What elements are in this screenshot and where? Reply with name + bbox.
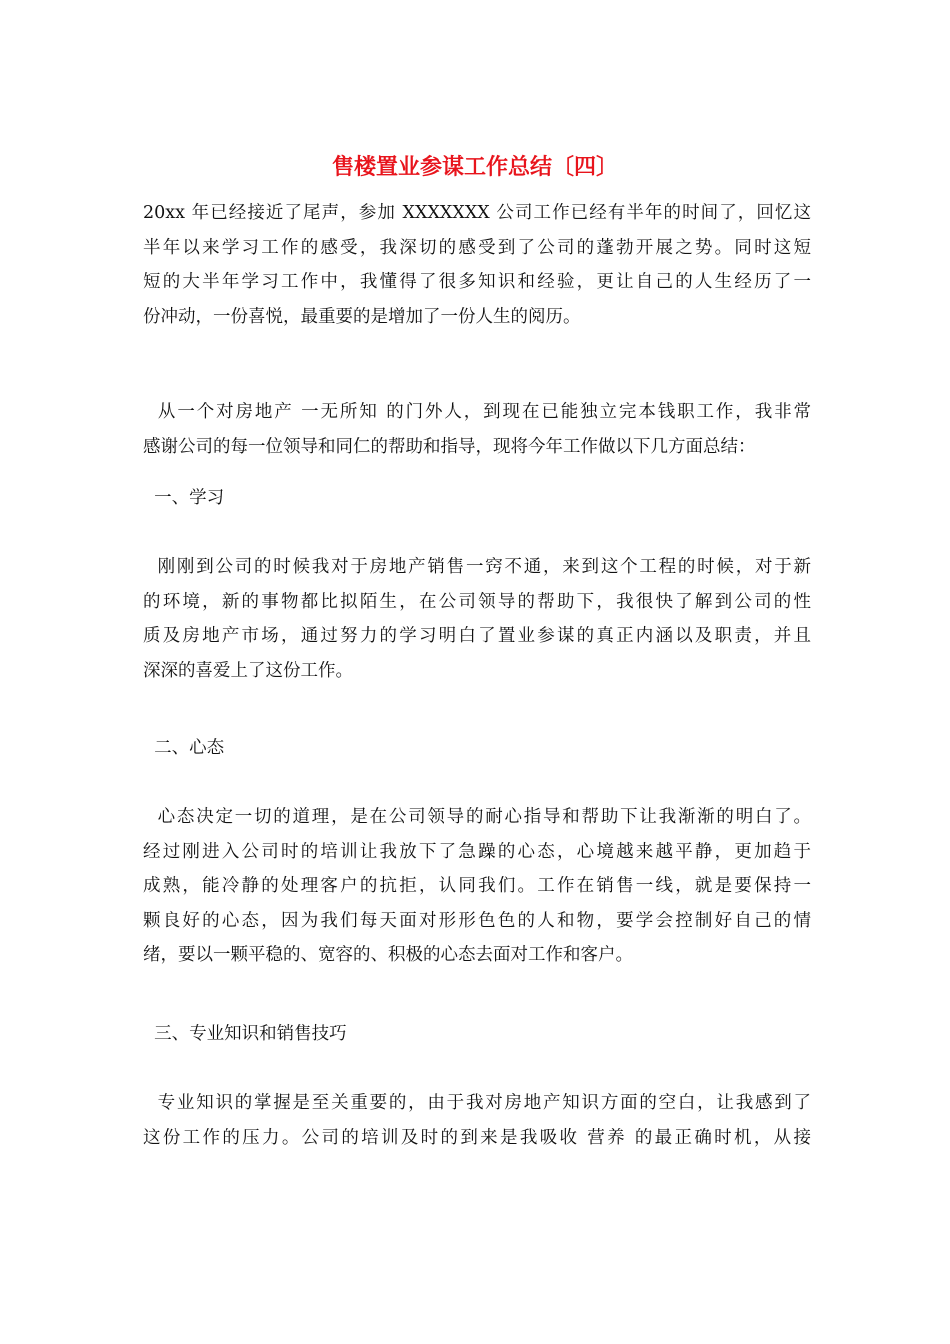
text-line: 心态决定一切的道理，是在公司领导的耐心指导和帮助下让我渐渐的明白了。 xyxy=(143,807,811,827)
heading-text: 二、心态 xyxy=(143,738,225,758)
section-heading-study xyxy=(143,481,811,516)
text-line: 颗良好的心态，因为我们每天面对形形色色的人和物，要学会控制好自己的情 xyxy=(143,910,811,931)
paragraph-intro xyxy=(143,196,811,334)
text-line: 从一个对房地产 一无所知 的门外人，到现在已能独立完本钱职工作，我非常 xyxy=(143,402,811,422)
section-heading-skills xyxy=(143,1017,811,1052)
text-line: 的环境，新的事物都比拟陌生，在公司领导的帮助下，我很快了解到公司的性 xyxy=(143,591,811,612)
text-line: 专业知识的掌握是至关重要的，由于我对房地产知识方面的空白，让我感到了 xyxy=(143,1093,811,1113)
text-line: 深深的喜爱上了这份工作。 xyxy=(143,660,353,681)
paragraph-study xyxy=(143,550,811,688)
text-line: 质及房地产市场，通过努力的学习明白了置业参谋的真正内涵以及职责，并且 xyxy=(143,626,811,646)
text-line: 短的大半年学习工作中，我懂得了很多知识和经验，更让自己的人生经历了一 xyxy=(143,272,811,292)
text-line: 成熟，能冷静的处理客户的抗拒，认同我们。工作在销售一线，就是要保持一 xyxy=(143,876,811,896)
text-line: 刚刚到公司的时候我对于房地产销售一窍不通，来到这个工程的时候，对于新 xyxy=(143,557,811,577)
text-line: 半年以来学习工作的感受，我深切的感受到了公司的蓬勃开展之势。同时这短 xyxy=(143,237,811,258)
text-line: 这份工作的压力。公司的培训及时的到来是我吸收 营养 的最正确时机，从接 xyxy=(143,1127,811,1148)
section-heading-mindset xyxy=(143,731,811,766)
heading-text: 三、专业知识和销售技巧 xyxy=(143,1024,347,1044)
text-line: 绪，要以一颗平稳的、宽容的、积极的心态去面对工作和客户。 xyxy=(143,945,633,965)
text-line: 份冲动，一份喜悦，最重要的是增加了一份人生的阅历。 xyxy=(143,306,581,327)
document-title: 售楼置业参谋工作总结〔四〕 xyxy=(331,154,618,180)
text-line: 经过刚进入公司时的培训让我放下了急躁的心态，心境越来越平静，更加趋于 xyxy=(143,841,811,862)
paragraph-skills xyxy=(143,1086,811,1155)
text-line: 感谢公司的每一位领导和同仁的帮助和指导，现将今年工作做以下几方面总结： xyxy=(143,436,756,457)
heading-text: 一、学习 xyxy=(143,488,225,508)
paragraph-thanks xyxy=(143,395,811,464)
text-line: 20xx 年已经接近了尾声，参加 XXXXXXX 公司工作已经有半年的时间了，回忆这 xyxy=(143,203,811,223)
paragraph-mindset xyxy=(143,800,811,973)
